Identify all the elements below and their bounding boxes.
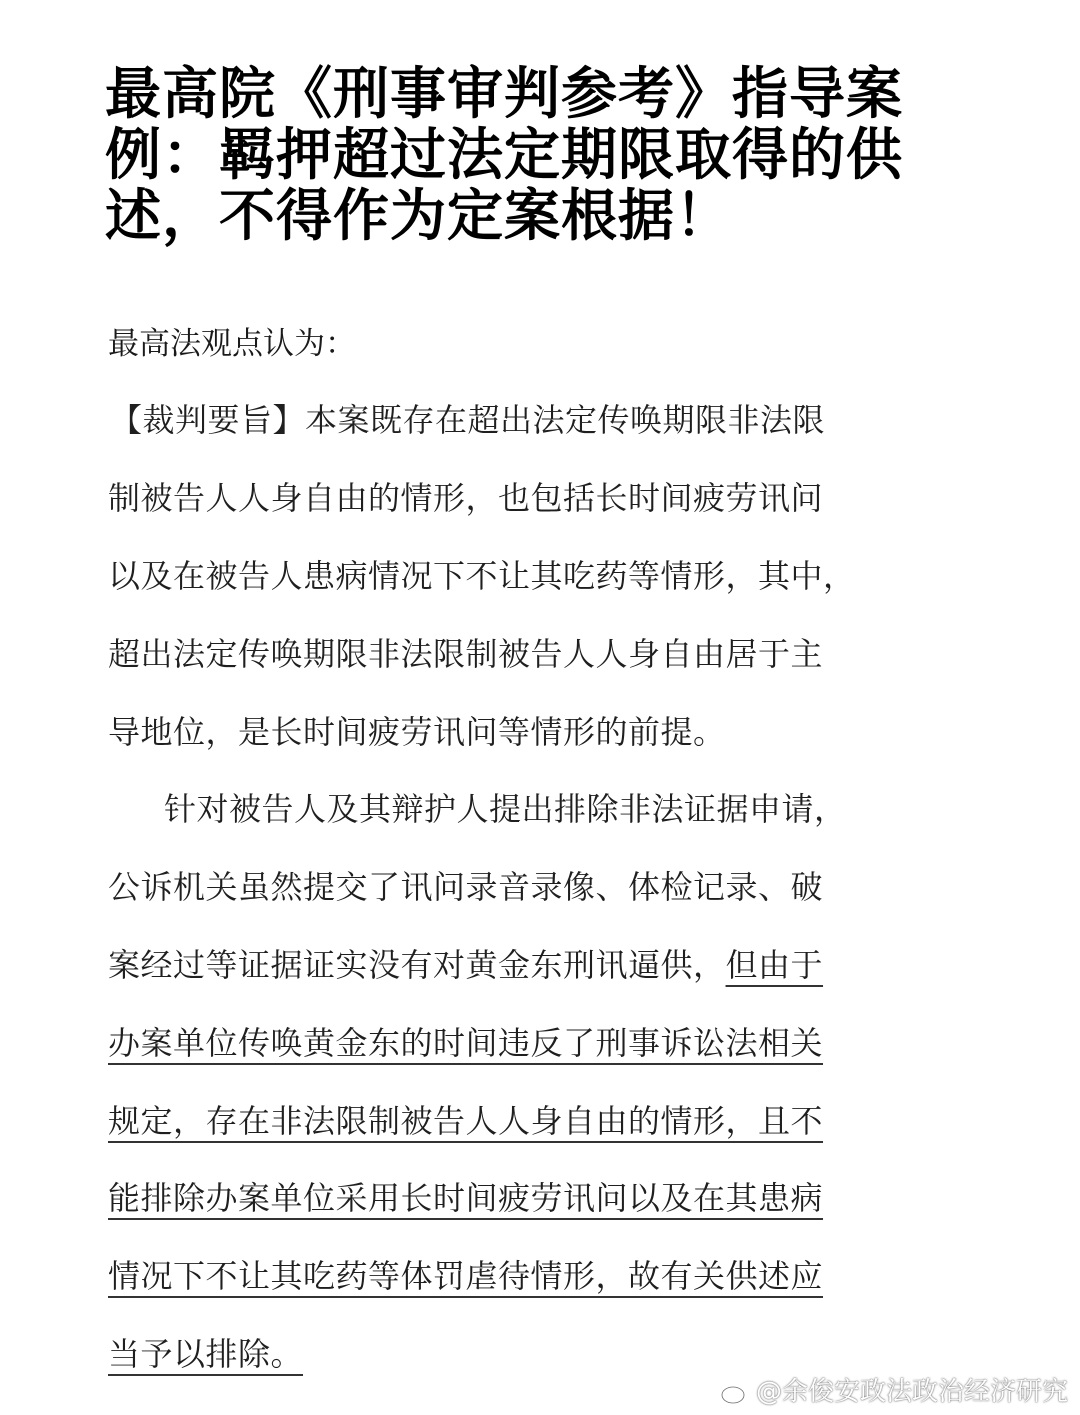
paragraph-line <box>108 1332 303 1376</box>
underlined-text: 但由于 <box>725 946 824 984</box>
underlined-text: 办案单位传唤黄金东的时间违反了刑事诉讼法相关 <box>108 1024 824 1062</box>
paragraph-line: 【裁判要旨】本案既存在超出法定传唤期限非法限 <box>110 401 826 439</box>
paragraph-line <box>108 1254 823 1298</box>
paragraph-line: 针对被告人及其辩护人提出排除非法证据申请， <box>164 790 847 828</box>
paragraph-line: 超出法定传唤期限非法限制被告人人身自由居于主 <box>108 635 824 673</box>
underlined-text: 规定，存在非法限制被告人人身自由的情形，且不 <box>108 1102 824 1140</box>
lead-text: 最高法观点认为： <box>108 326 356 362</box>
paragraph-line <box>108 943 823 987</box>
article-title <box>105 64 945 247</box>
title-line: 述，不得作为定案根据！ <box>105 184 732 249</box>
paragraph-line <box>108 1176 823 1220</box>
paragraph-line: 导地位，是长时间疲劳讯问等情形的前提。 <box>108 713 726 751</box>
underlined-text: 情况下不让其吃药等体罚虐待情形，故有关供述应 <box>108 1257 824 1295</box>
watermark-text: @余俊安政法政治经济研究 <box>755 1377 1068 1407</box>
underlined-text: 当予以排除。 <box>108 1335 304 1373</box>
paragraph-line <box>108 1099 823 1143</box>
weibo-icon <box>720 1379 750 1405</box>
paragraph-line: 制被告人人身自由的情形，也包括长时间疲劳讯问 <box>108 479 824 517</box>
paragraph-text: 案经过等证据证实没有对黄金东刑讯逼供， <box>108 946 726 984</box>
underlined-text: 能排除办案单位采用长时间疲劳讯问以及在其患病 <box>108 1179 824 1217</box>
paragraph-line: 公诉机关虽然提交了讯问录音录像、体检记录、破 <box>108 868 824 906</box>
paragraph-line: 以及在被告人患病情况下不让其吃药等情形，其中， <box>108 557 856 595</box>
title-line: 最高院《刑事审判参考》指导案 <box>105 62 903 127</box>
title-line: 例：羁押超过法定期限取得的供 <box>105 123 903 188</box>
watermark <box>720 1375 1068 1409</box>
paragraph-line <box>108 1021 823 1065</box>
